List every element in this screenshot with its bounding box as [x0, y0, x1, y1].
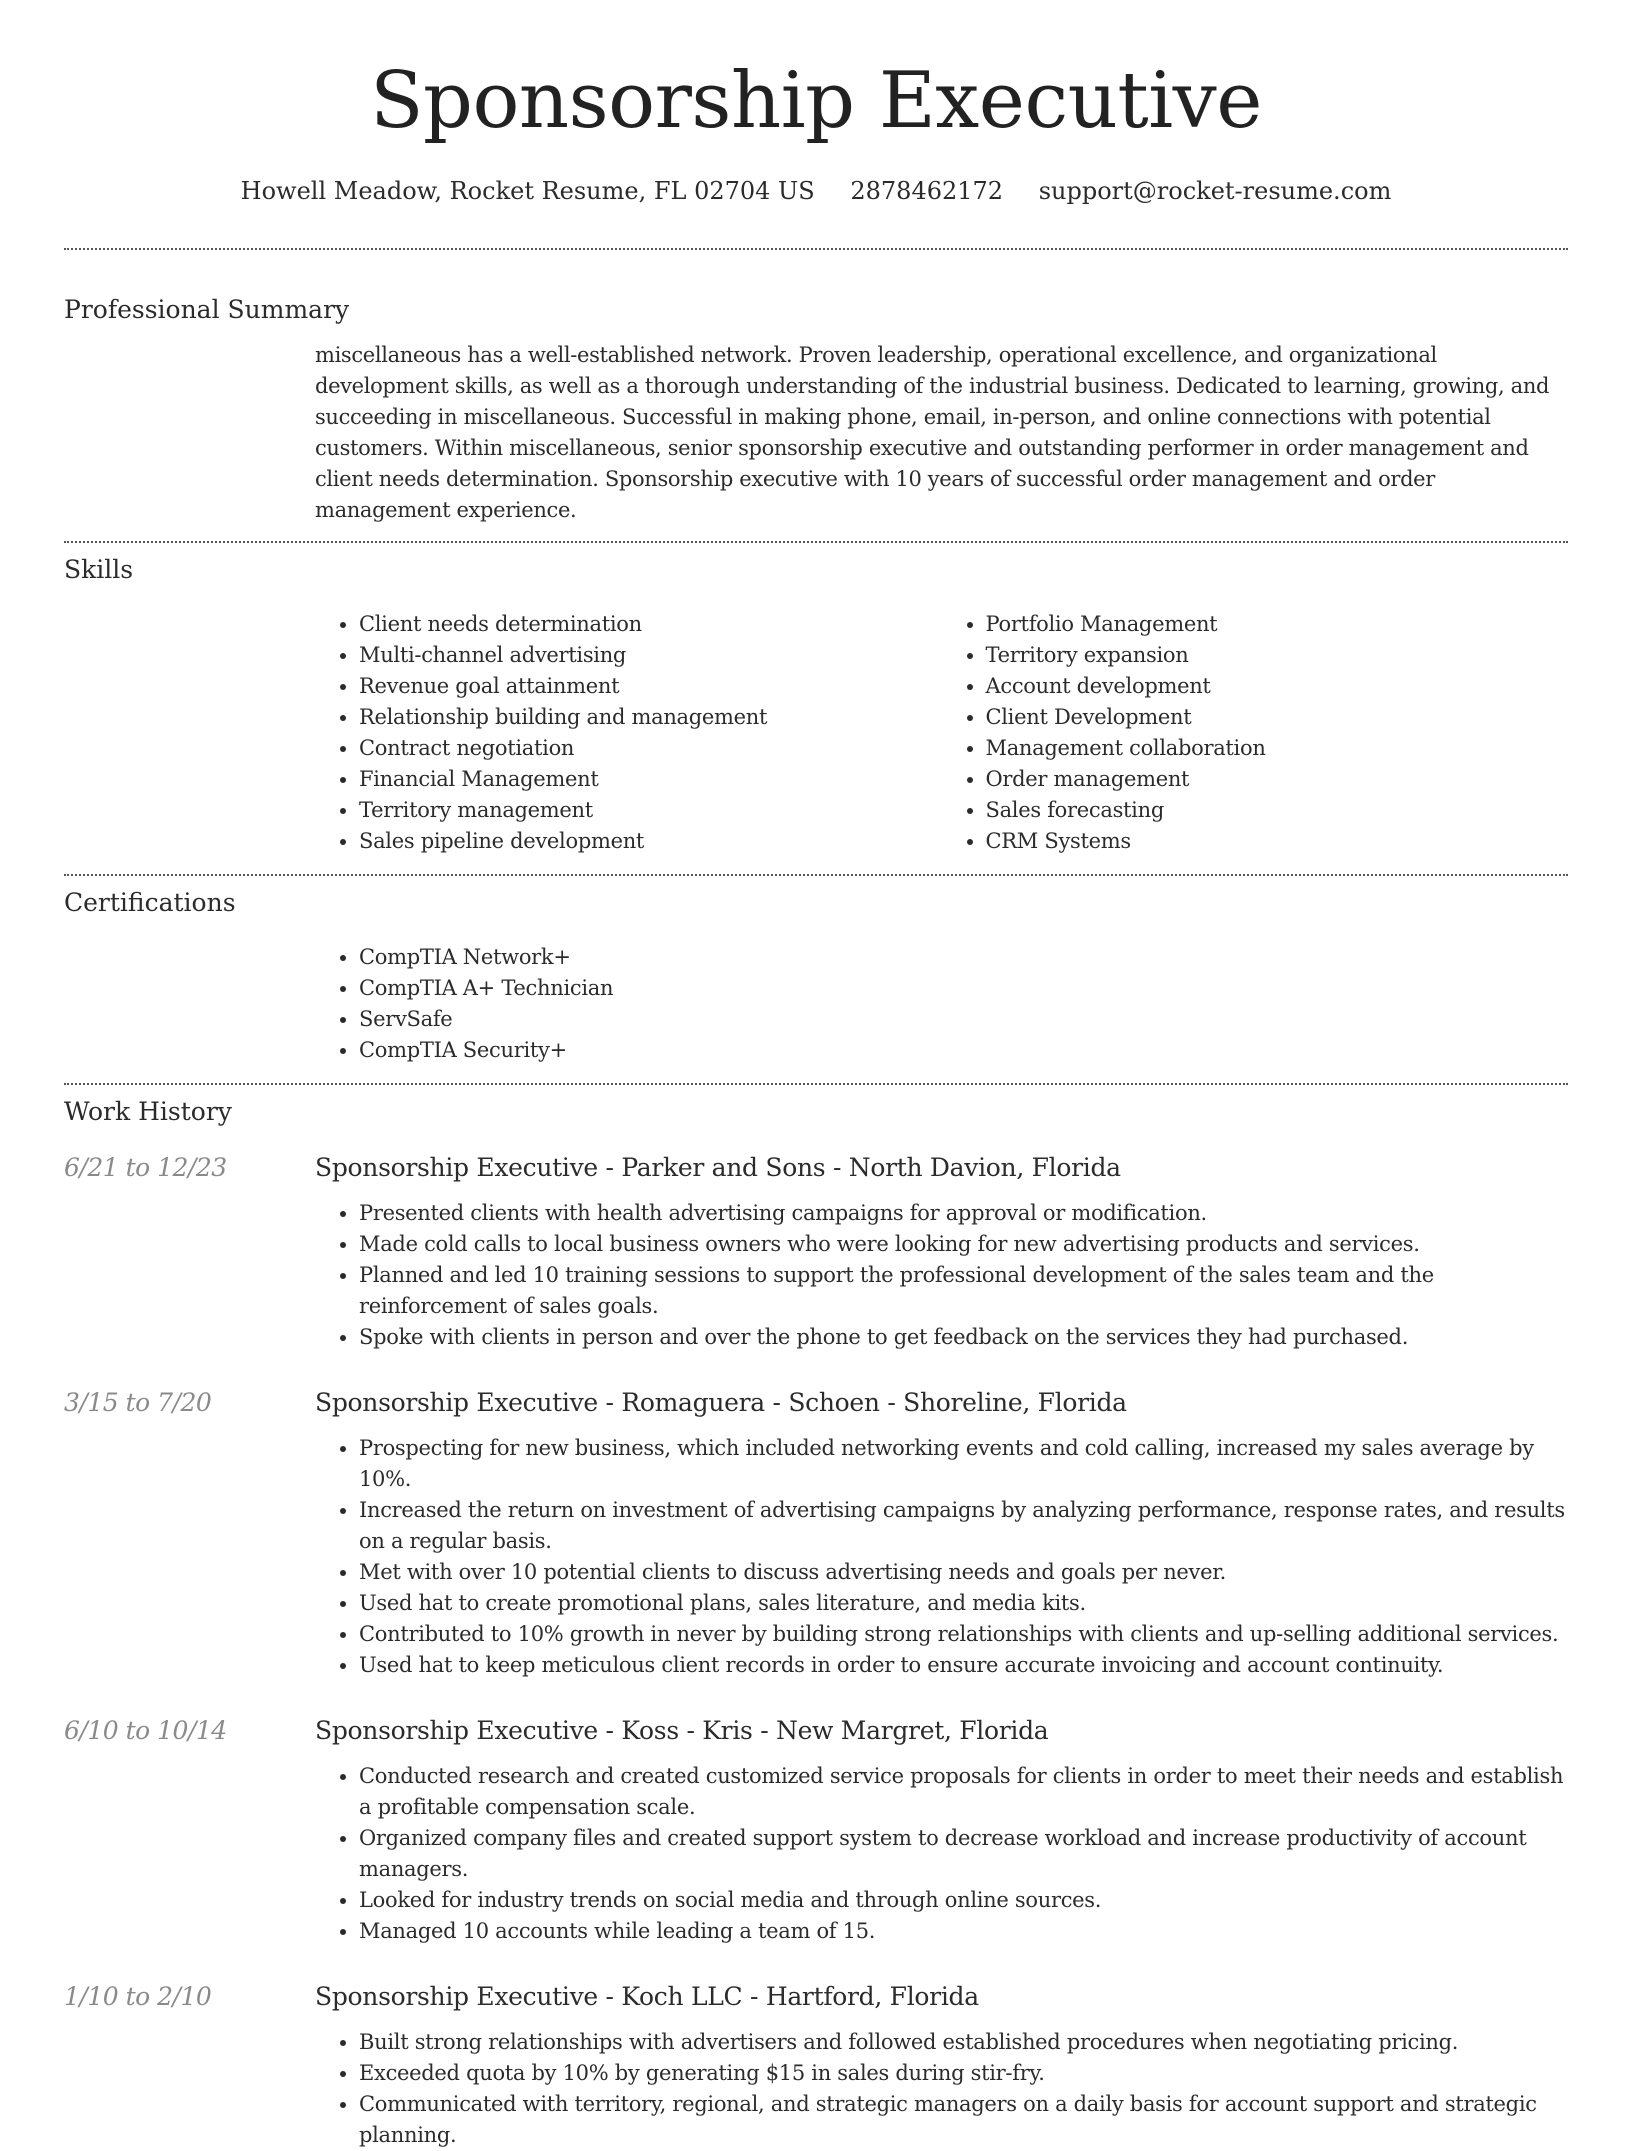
job-bullet: • Built strong relationships with advertisers and followed established procedures when negotiating pricing. — [359, 2027, 1568, 2058]
job-bullet: • Managed 10 accounts while leading a team of 15. — [359, 1916, 1568, 1947]
job-bullet: • Spoke with clients in person and over the phone to get feedback on the services they had purchased. — [359, 1322, 1568, 1353]
contact-line — [64, 176, 1568, 206]
job-date: 1/10 to 2/10 — [64, 1982, 212, 2011]
summary-divider — [64, 541, 1568, 543]
skill-item: • Client needs determination — [359, 609, 942, 640]
job-bullet: • Met with over 10 potential clients to discuss advertising needs and goals per never. — [359, 1557, 1568, 1588]
certifications-section — [64, 887, 1568, 1066]
skills-list-left — [315, 609, 942, 857]
certification-item: • ServSafe — [359, 1004, 1568, 1035]
job-entry — [64, 1981, 1568, 2151]
header-divider — [64, 248, 1568, 250]
job-bullet: • Communicated with territory, regional, and strategic managers on a daily basis for account support and strategic planning. — [359, 2089, 1568, 2151]
job-bullet: • Contributed to 10% growth in never by building strong relationships with clients and up-selling additional services. — [359, 1619, 1568, 1650]
job-bullet: • Planned and led 10 training sessions to support the professional development of the sales team and the reinforcement of sales goals. — [359, 1260, 1568, 1322]
job-bullets — [315, 1433, 1568, 1681]
skill-item: • Portfolio Management — [986, 609, 1569, 640]
job-bullets — [315, 2027, 1568, 2151]
job-bullet: • Organized company files and created support system to decrease workload and increase productivity of account managers. — [359, 1823, 1568, 1885]
skills-list-right — [942, 609, 1569, 857]
job-bullet: • Prospecting for new business, which included networking events and cold calling, increased my sales average by 10%. — [359, 1433, 1568, 1495]
resume-name: Sponsorship Executive — [370, 56, 1262, 146]
job-bullet: • Used hat to create promotional plans, sales literature, and media kits. — [359, 1588, 1568, 1619]
job-bullet: • Looked for industry trends on social media and through online sources. — [359, 1885, 1568, 1916]
job-title: Sponsorship Executive - Romaguera - Schoen - Shoreline, Florida — [315, 1388, 1127, 1417]
job-bullet: • Made cold calls to local business owners who were looking for new advertising products and services. — [359, 1229, 1568, 1260]
job-bullets — [315, 1761, 1568, 1947]
contact-address: Howell Meadow, Rocket Resume, FL 02704 US — [240, 177, 815, 205]
contact-email: support@rocket-resume.com — [1038, 177, 1392, 205]
skill-item: • CRM Systems — [986, 826, 1569, 857]
skill-item: • Client Development — [986, 702, 1569, 733]
skill-item: • Financial Management — [359, 764, 942, 795]
job-bullets — [315, 1198, 1568, 1353]
summary-section — [64, 294, 1568, 526]
job-bullet: • Exceeded quota by 10% by generating $15 in sales during stir-fry. — [359, 2058, 1568, 2089]
skill-item: • Contract negotiation — [359, 733, 942, 764]
certifications-heading: Certifications — [64, 888, 236, 917]
skills-columns — [315, 609, 1568, 857]
skills-heading: Skills — [64, 555, 134, 584]
job-bullet: • Used hat to keep meticulous client records in order to ensure accurate invoicing and account continuity. — [359, 1650, 1568, 1681]
job-date: 6/10 to 10/14 — [64, 1716, 227, 1745]
job-title: Sponsorship Executive - Koss - Kris - New Margret, Florida — [315, 1716, 1049, 1745]
skills-divider — [64, 874, 1568, 876]
skill-item: • Territory expansion — [986, 640, 1569, 671]
job-bullet: • Conducted research and created customized service proposals for clients in order to meet their needs and establish a profitable compensation scale. — [359, 1761, 1568, 1823]
resume-page — [64, 0, 1568, 2151]
contact-phone: 2878462172 — [850, 177, 1004, 205]
summary-heading: Professional Summary — [64, 295, 350, 324]
work-history-heading: Work History — [64, 1097, 232, 1126]
summary-text: miscellaneous has a well-established network. Proven leadership, operational excellence, and organizational development skills, as well as a thorough understanding of the industrial business. Dedicated to learning, growing, and succeeding in miscellaneous. Successful in making phone, email, in-person, and online connections with potential customers. Within miscellaneous, senior sponsorship executive and outstanding performer in order management and client needs determination. Sponsorship executive with 10 years of successful order management and order management experience. — [315, 343, 1550, 522]
certification-item: • CompTIA Security+ — [359, 1035, 1568, 1066]
skill-item: • Revenue goal attainment — [359, 671, 942, 702]
job-bullet: • Presented clients with health advertising campaigns for approval or modification. — [359, 1198, 1568, 1229]
skill-item: • Multi-channel advertising — [359, 640, 942, 671]
job-entry — [64, 1152, 1568, 1353]
skill-item: • Sales pipeline development — [359, 826, 942, 857]
certifications-list — [315, 942, 1568, 1066]
work-history-section — [64, 1096, 1568, 2151]
certification-item: • CompTIA A+ Technician — [359, 973, 1568, 1004]
skill-item: • Relationship building and management — [359, 702, 942, 733]
job-title: Sponsorship Executive - Parker and Sons - North Davion, Florida — [315, 1153, 1121, 1182]
skill-item: • Account development — [986, 671, 1569, 702]
certifications-divider — [64, 1083, 1568, 1085]
skill-item: • Sales forecasting — [986, 795, 1569, 826]
job-entry — [64, 1715, 1568, 1947]
job-date: 6/21 to 12/23 — [64, 1153, 227, 1182]
skill-item: • Management collaboration — [986, 733, 1569, 764]
job-title: Sponsorship Executive - Koch LLC - Hartford, Florida — [315, 1982, 979, 2011]
skill-item: • Order management — [986, 764, 1569, 795]
certification-item: • CompTIA Network+ — [359, 942, 1568, 973]
skills-section — [64, 554, 1568, 857]
skill-item: • Territory management — [359, 795, 942, 826]
job-date: 3/15 to 7/20 — [64, 1388, 212, 1417]
job-bullet: • Increased the return on investment of advertising campaigns by analyzing performance, response rates, and results on a regular basis. — [359, 1495, 1568, 1557]
job-entry — [64, 1387, 1568, 1681]
